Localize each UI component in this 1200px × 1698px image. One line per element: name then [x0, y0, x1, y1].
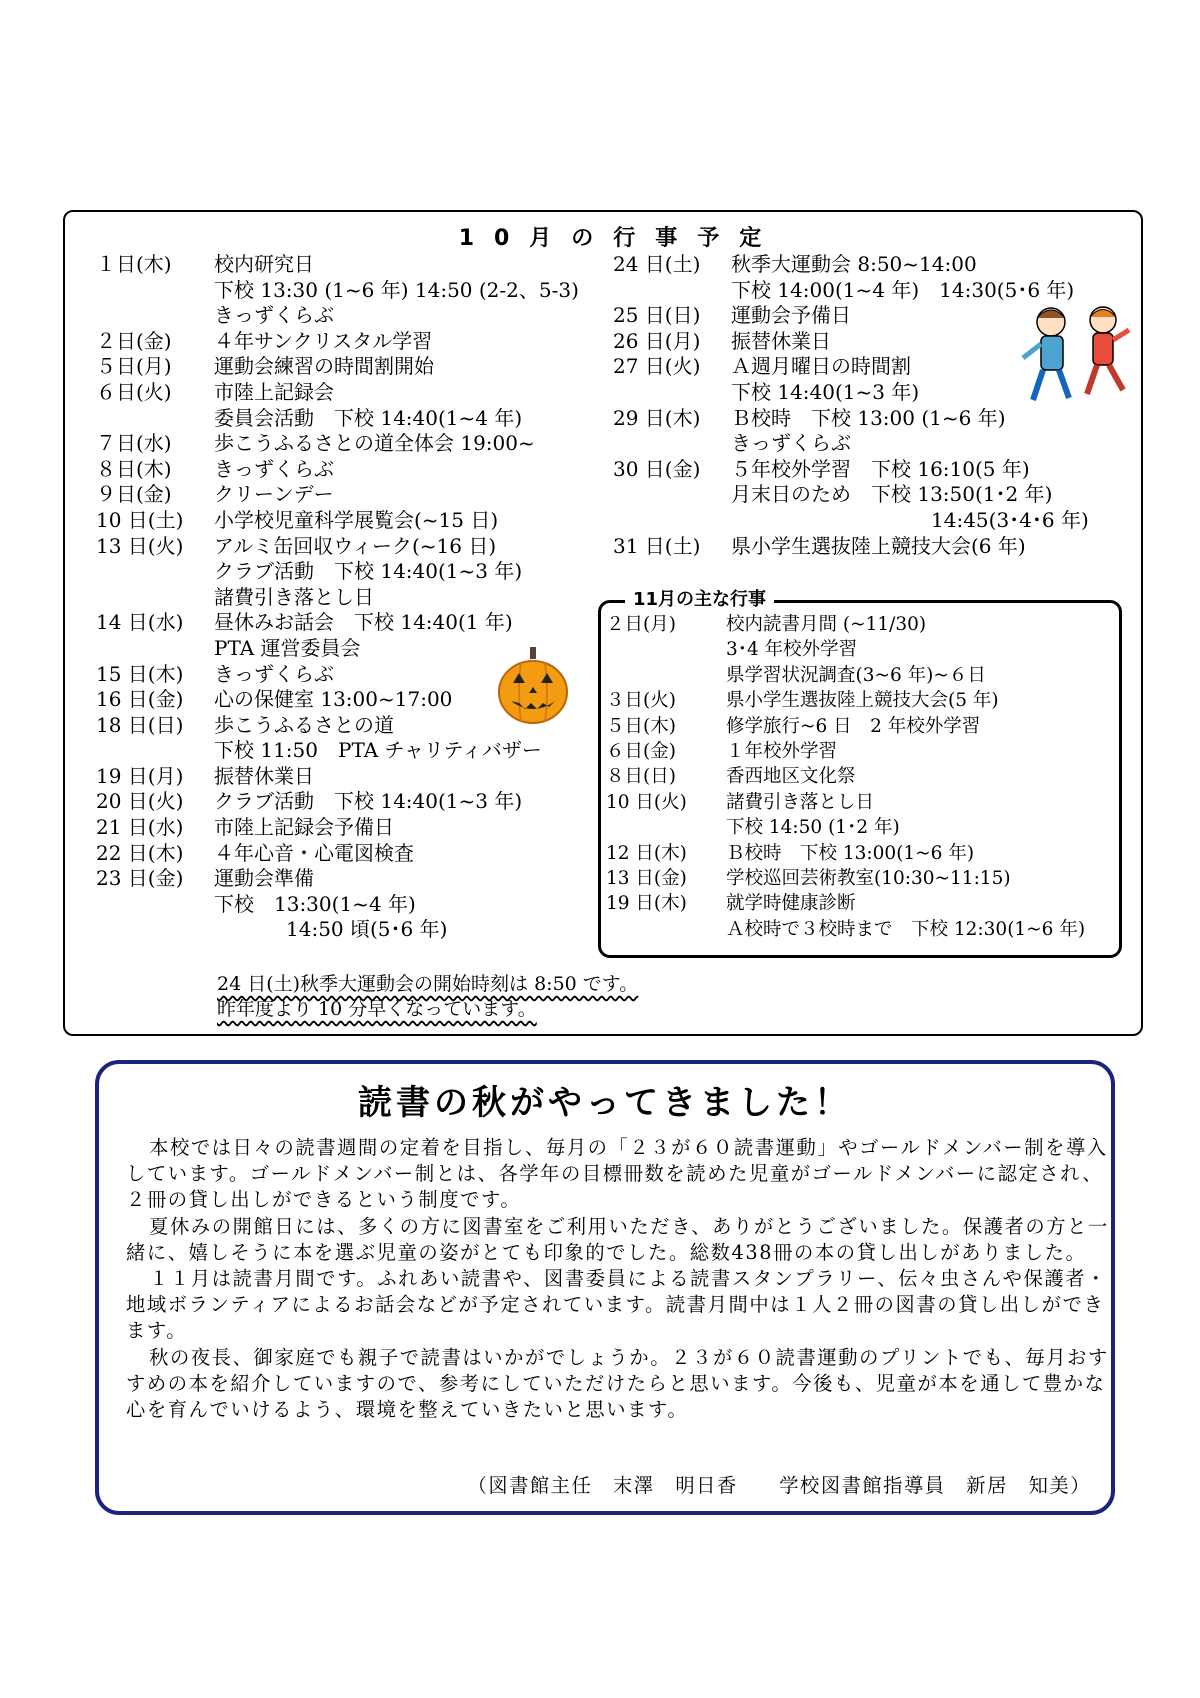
event-text: 月末日のため 下校 13:50(1･2 年)	[731, 482, 1053, 507]
event-text: きっずくらぶ	[731, 431, 851, 456]
event-text: きっずくらぶ	[214, 456, 334, 481]
event-date	[96, 278, 214, 304]
sports-day-note-line: 昨年度より 10 分早くなっています。	[217, 998, 537, 1020]
event-date	[96, 738, 214, 764]
october-left-column	[96, 252, 579, 943]
event-text: 下校 13:30 (1~6 年) 14:50 (2-2、5-3)	[214, 277, 579, 302]
event-text: 下校 11:50 PTA チャリティバザー	[214, 738, 542, 763]
event-text: 3･4 年校外学習	[726, 639, 858, 661]
november-events-title: 11月の主な行事	[625, 585, 774, 611]
pumpkin-icon	[497, 645, 569, 725]
event-date: ５日(木)	[606, 715, 676, 737]
event-text: きっずくらぶ	[214, 303, 334, 328]
event-date: 30 日(金)	[613, 456, 701, 481]
event-date: 16 日(金)	[96, 687, 184, 712]
event-text: クラブ活動 下校 14:40(1~3 年)	[214, 789, 523, 814]
november-events-list	[606, 612, 1085, 942]
event-text: ４年心音・心電図検査	[214, 840, 414, 865]
event-date: 15 日(木)	[96, 661, 184, 686]
event-row	[96, 585, 579, 611]
event-text: 歩こうふるさとの道	[214, 712, 394, 737]
event-row	[606, 917, 1085, 942]
event-row	[606, 891, 1085, 916]
event-text: 歩こうふるさとの道全体会 19:00~	[214, 431, 535, 456]
event-date: ３日(火)	[606, 690, 676, 712]
event-text: きっずくらぶ	[214, 661, 334, 686]
event-text: 諸費引き落とし日	[214, 584, 374, 609]
october-events-title: 10月の行事予定	[458, 226, 782, 251]
event-date	[613, 278, 731, 304]
event-date	[613, 431, 731, 457]
event-date: 27 日(火)	[613, 354, 701, 379]
event-date: 10 日(土)	[96, 507, 184, 532]
event-row	[96, 917, 579, 943]
event-text: 諸費引き落とし日	[726, 791, 875, 813]
event-date: 12 日(木)	[606, 842, 687, 864]
event-text: 学校巡回芸術教室(10:30~11:15)	[726, 868, 1011, 890]
event-date: 18 日(日)	[96, 712, 184, 737]
event-date: 14 日(水)	[96, 610, 184, 635]
event-text: 就学時健康診断	[726, 893, 856, 915]
event-text: 県小学生選抜陸上競技大会(6 年)	[731, 533, 1026, 558]
event-date: 21 日(水)	[96, 815, 184, 840]
event-row	[96, 610, 579, 636]
event-text: Ａ校時で３校時まで 下校 12:30(1~6 年)	[726, 918, 1086, 940]
event-date: ５日(月)	[96, 354, 172, 379]
event-text: 下校 14:40(1~3 年)	[731, 379, 920, 404]
event-date: 19 日(木)	[606, 893, 687, 915]
event-row	[96, 738, 579, 764]
reading-autumn-title: 読書の秋がやってきました！	[358, 1083, 852, 1123]
event-text: 振替休業日	[731, 328, 831, 353]
event-row	[613, 508, 1089, 534]
event-row	[96, 559, 579, 585]
event-row	[96, 815, 579, 841]
event-row	[96, 789, 579, 815]
event-text: 香西地区文化祭	[726, 766, 856, 788]
event-row	[96, 406, 579, 432]
event-row	[606, 841, 1085, 866]
event-date: ２日(金)	[96, 328, 172, 353]
event-date: 25 日(日)	[613, 303, 701, 328]
event-text: 運動会練習の時間割開始	[214, 354, 434, 379]
event-date	[606, 637, 726, 662]
event-date: ９日(金)	[96, 482, 172, 507]
event-row	[613, 534, 1089, 560]
event-date: ２日(月)	[606, 614, 676, 635]
event-text: 14:50 頃(5･6 年)	[286, 917, 448, 942]
event-text: 校内読書月間 (~11/30)	[726, 614, 927, 635]
event-date	[606, 917, 726, 942]
event-text: ４年サンクリスタル学習	[214, 328, 433, 353]
event-row	[96, 866, 579, 892]
event-date: ６日(火)	[96, 379, 172, 404]
event-date	[96, 917, 214, 943]
event-text: クリーンデー	[214, 482, 334, 507]
event-row	[606, 739, 1085, 764]
event-date: ８日(日)	[606, 766, 676, 788]
event-text: 小学校児童科学展覧会(~15 日)	[214, 507, 499, 532]
event-text: 校内研究日	[214, 252, 314, 276]
event-row	[96, 329, 579, 355]
event-text: クラブ活動 下校 14:40(1~3 年)	[214, 559, 523, 584]
event-text: 下校 14:50 (1･2 年)	[726, 817, 900, 839]
event-date: 29 日(木)	[613, 405, 701, 430]
event-text: ５年校外学習 下校 16:10(5 年)	[731, 456, 1030, 481]
paragraph: 秋の夜長、御家庭でも親子で読書はいかがでしょうか。２３が６０読書運動のプリントでも、毎月おすすめの本を紹介していますので、参考にしていただけたらと思います。今後も、児童が本を通して豊かな心を育んでいけるよう、環境を整えていきたいと思います。	[126, 1345, 1109, 1422]
event-row	[96, 508, 579, 534]
event-row	[606, 688, 1085, 713]
event-date: 24 日(土)	[613, 252, 701, 276]
event-date	[613, 482, 731, 508]
event-row	[606, 815, 1085, 840]
event-date: 13 日(金)	[606, 868, 687, 890]
event-row	[606, 866, 1085, 891]
event-date	[96, 406, 214, 432]
event-text: 秋季大運動会 8:50~14:00	[731, 252, 977, 276]
event-row	[613, 457, 1089, 483]
event-text: 昼休みお話会 下校 14:40(1 年)	[214, 610, 513, 635]
event-row	[96, 431, 579, 457]
event-date: ７日(水)	[96, 431, 172, 456]
event-text: 県小学生選抜陸上競技大会(5 年)	[726, 690, 999, 712]
event-text: PTA 運営委員会	[214, 635, 361, 660]
running-children-icon	[1015, 300, 1135, 410]
paragraph: 本校では日々の読書週間の定着を目指し、毎月の「２３が６０読書運動」やゴールドメンバー制を導入しています。ゴールドメンバー制とは、各学年の目標冊数を読めた児童がゴールドメンバーに認定され、２冊の貸し出しができるという制度です。	[126, 1136, 1108, 1212]
event-date: 19 日(月)	[96, 763, 184, 788]
event-date	[613, 508, 731, 534]
event-row	[613, 482, 1089, 508]
paragraph: １１月は読書月間です。ふれあい読書や、図書委員による読書スタンプラリー、伝々虫さんや保護者・地域ボランティアによるお話会などが予定されています。読書月間中は１人２冊の図書の貸し出しができます。	[126, 1267, 1107, 1343]
event-date: 26 日(月)	[613, 328, 701, 353]
event-row	[96, 278, 579, 304]
event-row	[613, 431, 1089, 457]
event-date: 22 日(木)	[96, 840, 184, 865]
event-text: Ｂ校時 下校 13:00(1~6 年)	[726, 842, 975, 864]
event-date	[96, 585, 214, 611]
event-row	[606, 612, 1085, 637]
event-text: 下校 13:30(1~4 年)	[214, 891, 416, 916]
event-row	[96, 841, 579, 867]
event-text: 下校 14:00(1~4 年) 14:30(5･6 年)	[731, 277, 1075, 302]
event-text: 県学習状況調査(3~6 年)~６日	[726, 664, 986, 686]
event-date: 10 日(火)	[606, 791, 687, 813]
event-text: Ｂ校時 下校 13:00 (1~6 年)	[731, 405, 1006, 430]
signature-line: （図書館主任 末澤 明日香 学校図書館指導員 新居 知美）	[467, 1474, 1091, 1497]
event-date	[96, 892, 214, 918]
event-row	[606, 714, 1085, 739]
reading-autumn-body	[126, 1135, 1111, 1423]
event-row	[96, 482, 579, 508]
event-row	[96, 380, 579, 406]
event-text: アルミ缶回収ウィーク(~16 日)	[214, 533, 497, 558]
event-text: 修学旅行~6 日 2 年校外学習	[726, 715, 981, 737]
event-row	[96, 457, 579, 483]
event-row	[613, 252, 1089, 278]
event-date: 31 日(土)	[613, 533, 701, 558]
event-row	[606, 764, 1085, 789]
event-row	[96, 534, 579, 560]
event-date: ６日(金)	[606, 741, 676, 763]
event-row	[96, 252, 579, 278]
event-date: 23 日(金)	[96, 866, 184, 891]
sports-day-note	[217, 972, 638, 1022]
event-date	[96, 636, 214, 662]
event-text: Ａ週月曜日の時間割	[731, 354, 911, 379]
event-text: 市陸上記録会	[214, 379, 334, 404]
sports-day-note-line: 24 日(土)秋季大運動会の開始時刻は 8:50 です。	[217, 973, 639, 995]
event-text: 運動会準備	[214, 866, 314, 891]
event-date	[96, 303, 214, 329]
event-text: １年校外学習	[726, 741, 838, 763]
event-row	[96, 892, 579, 918]
event-date: １日(木)	[96, 252, 172, 276]
event-text: 振替休業日	[214, 763, 314, 788]
event-row	[96, 354, 579, 380]
event-row	[606, 637, 1085, 662]
event-text: 市陸上記録会予備日	[214, 815, 394, 840]
paragraph: 夏休みの開館日には、多くの方に図書室をご利用いただき、ありがとうございました。保護者の方と一緒に、嬉しそうに本を選ぶ児童の姿がとても印象的でした。総数438冊の本の貸し出しがありました。	[126, 1214, 1109, 1264]
event-date: 20 日(火)	[96, 789, 184, 814]
event-text: 心の保健室 13:00~17:00	[214, 687, 453, 712]
event-text: 運動会予備日	[731, 303, 851, 328]
event-date	[613, 380, 731, 406]
event-date: ８日(木)	[96, 456, 172, 481]
event-text: 委員会活動 下校 14:40(1~4 年)	[214, 405, 523, 430]
event-date	[96, 559, 214, 585]
event-row	[606, 790, 1085, 815]
event-row	[606, 663, 1085, 688]
event-text: 14:45(3･4･6 年)	[931, 507, 1089, 532]
event-row	[96, 764, 579, 790]
event-row	[96, 303, 579, 329]
event-date: 13 日(火)	[96, 533, 184, 558]
event-date	[606, 815, 726, 840]
event-date	[606, 663, 726, 688]
